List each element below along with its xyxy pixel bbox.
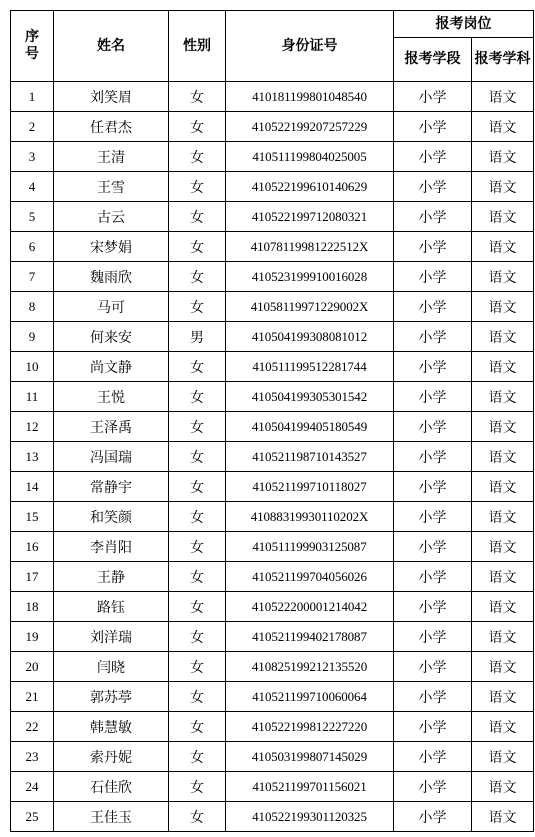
table-row	[11, 322, 534, 352]
cell-stage: 小学	[394, 592, 472, 622]
cell-subject: 语文	[472, 682, 534, 712]
cell-index: 21	[11, 682, 54, 712]
cell-index: 12	[11, 412, 54, 442]
cell-name: 魏雨欣	[54, 262, 169, 292]
cell-subject: 语文	[472, 502, 534, 532]
cell-gender: 女	[169, 82, 226, 112]
table-row	[11, 802, 534, 832]
cell-name: 任君杰	[54, 112, 169, 142]
cell-gender: 女	[169, 382, 226, 412]
cell-name: 闫晓	[54, 652, 169, 682]
cell-gender: 女	[169, 112, 226, 142]
table-row	[11, 622, 534, 652]
cell-index: 13	[11, 442, 54, 472]
cell-name: 王悦	[54, 382, 169, 412]
cell-index: 5	[11, 202, 54, 232]
cell-stage: 小学	[394, 712, 472, 742]
cell-name: 王佳玉	[54, 802, 169, 832]
cell-gender: 女	[169, 592, 226, 622]
cell-id-number: 410522199301120325	[226, 802, 394, 832]
cell-name: 郭苏葶	[54, 682, 169, 712]
cell-gender: 女	[169, 742, 226, 772]
cell-gender: 女	[169, 202, 226, 232]
cell-stage: 小学	[394, 112, 472, 142]
cell-subject: 语文	[472, 352, 534, 382]
cell-stage: 小学	[394, 292, 472, 322]
header-index: 序号	[11, 11, 54, 82]
table-body	[11, 82, 534, 832]
cell-gender: 女	[169, 652, 226, 682]
header-subject: 报考学科	[472, 38, 534, 82]
cell-stage: 小学	[394, 172, 472, 202]
table-row	[11, 712, 534, 742]
cell-stage: 小学	[394, 262, 472, 292]
cell-stage: 小学	[394, 382, 472, 412]
cell-gender: 女	[169, 292, 226, 322]
cell-subject: 语文	[472, 742, 534, 772]
cell-stage: 小学	[394, 142, 472, 172]
cell-name: 何来安	[54, 322, 169, 352]
cell-gender: 女	[169, 712, 226, 742]
cell-name: 索丹妮	[54, 742, 169, 772]
cell-id-number: 410522199610140629	[226, 172, 394, 202]
table-row	[11, 412, 534, 442]
table-header	[11, 11, 534, 82]
cell-index: 10	[11, 352, 54, 382]
cell-gender: 男	[169, 322, 226, 352]
cell-subject: 语文	[472, 772, 534, 802]
cell-subject: 语文	[472, 622, 534, 652]
cell-id-number: 41078119981222512X	[226, 232, 394, 262]
cell-subject: 语文	[472, 292, 534, 322]
cell-gender: 女	[169, 472, 226, 502]
cell-subject: 语文	[472, 232, 534, 262]
table-row	[11, 742, 534, 772]
table-row	[11, 592, 534, 622]
cell-stage: 小学	[394, 532, 472, 562]
cell-id-number: 410522199712080321	[226, 202, 394, 232]
cell-subject: 语文	[472, 442, 534, 472]
cell-id-number: 410521199710118027	[226, 472, 394, 502]
cell-name: 刘笑眉	[54, 82, 169, 112]
table-row	[11, 352, 534, 382]
cell-stage: 小学	[394, 562, 472, 592]
cell-id-number: 410521199710060064	[226, 682, 394, 712]
table-row	[11, 142, 534, 172]
cell-id-number: 410504199305301542	[226, 382, 394, 412]
cell-name: 路钰	[54, 592, 169, 622]
cell-id-number: 41058119971229002X	[226, 292, 394, 322]
cell-gender: 女	[169, 142, 226, 172]
header-name: 姓名	[54, 11, 169, 82]
cell-id-number: 410181199801048540	[226, 82, 394, 112]
cell-id-number: 410523199910016028	[226, 262, 394, 292]
table-row	[11, 652, 534, 682]
cell-subject: 语文	[472, 472, 534, 502]
cell-stage: 小学	[394, 742, 472, 772]
table-row	[11, 442, 534, 472]
cell-index: 3	[11, 142, 54, 172]
cell-stage: 小学	[394, 412, 472, 442]
table-row	[11, 682, 534, 712]
cell-name: 冯国瑞	[54, 442, 169, 472]
cell-stage: 小学	[394, 502, 472, 532]
cell-id-number: 410521199704056026	[226, 562, 394, 592]
cell-id-number: 410511199903125087	[226, 532, 394, 562]
cell-index: 25	[11, 802, 54, 832]
cell-gender: 女	[169, 352, 226, 382]
table-row	[11, 172, 534, 202]
cell-id-number: 410511199512281744	[226, 352, 394, 382]
cell-id-number: 410521198710143527	[226, 442, 394, 472]
cell-subject: 语文	[472, 82, 534, 112]
header-id-number: 身份证号	[226, 11, 394, 82]
cell-gender: 女	[169, 532, 226, 562]
cell-index: 23	[11, 742, 54, 772]
cell-subject: 语文	[472, 322, 534, 352]
cell-subject: 语文	[472, 382, 534, 412]
cell-stage: 小学	[394, 322, 472, 352]
cell-index: 17	[11, 562, 54, 592]
cell-name: 宋梦娟	[54, 232, 169, 262]
cell-name: 石佳欣	[54, 772, 169, 802]
cell-subject: 语文	[472, 202, 534, 232]
cell-name: 王泽禹	[54, 412, 169, 442]
header-gender: 性别	[169, 11, 226, 82]
cell-gender: 女	[169, 442, 226, 472]
cell-id-number: 410503199807145029	[226, 742, 394, 772]
cell-stage: 小学	[394, 232, 472, 262]
cell-name: 刘洋瑞	[54, 622, 169, 652]
cell-index: 14	[11, 472, 54, 502]
cell-id-number: 41088319930110202X	[226, 502, 394, 532]
table-row	[11, 472, 534, 502]
cell-name: 常静宇	[54, 472, 169, 502]
cell-index: 8	[11, 292, 54, 322]
cell-subject: 语文	[472, 592, 534, 622]
cell-name: 尚文静	[54, 352, 169, 382]
cell-id-number: 410511199804025005	[226, 142, 394, 172]
header-stage: 报考学段	[394, 38, 472, 82]
cell-id-number: 410825199212135520	[226, 652, 394, 682]
cell-stage: 小学	[394, 772, 472, 802]
cell-gender: 女	[169, 682, 226, 712]
cell-stage: 小学	[394, 622, 472, 652]
cell-index: 20	[11, 652, 54, 682]
cell-subject: 语文	[472, 532, 534, 562]
cell-index: 2	[11, 112, 54, 142]
cell-stage: 小学	[394, 802, 472, 832]
cell-index: 9	[11, 322, 54, 352]
cell-subject: 语文	[472, 802, 534, 832]
cell-index: 4	[11, 172, 54, 202]
cell-name: 韩慧敏	[54, 712, 169, 742]
cell-subject: 语文	[472, 712, 534, 742]
table-row	[11, 532, 534, 562]
cell-index: 24	[11, 772, 54, 802]
cell-stage: 小学	[394, 352, 472, 382]
roster-table	[10, 10, 534, 832]
table-row	[11, 562, 534, 592]
cell-stage: 小学	[394, 442, 472, 472]
cell-stage: 小学	[394, 82, 472, 112]
cell-gender: 女	[169, 172, 226, 202]
table-row	[11, 112, 534, 142]
cell-index: 15	[11, 502, 54, 532]
cell-stage: 小学	[394, 682, 472, 712]
cell-index: 1	[11, 82, 54, 112]
cell-id-number: 410522199812227220	[226, 712, 394, 742]
cell-subject: 语文	[472, 142, 534, 172]
cell-index: 11	[11, 382, 54, 412]
cell-gender: 女	[169, 262, 226, 292]
cell-subject: 语文	[472, 262, 534, 292]
cell-index: 19	[11, 622, 54, 652]
cell-id-number: 410504199308081012	[226, 322, 394, 352]
cell-index: 7	[11, 262, 54, 292]
cell-subject: 语文	[472, 172, 534, 202]
table-row	[11, 232, 534, 262]
cell-name: 王清	[54, 142, 169, 172]
cell-gender: 女	[169, 232, 226, 262]
cell-gender: 女	[169, 562, 226, 592]
cell-name: 古云	[54, 202, 169, 232]
cell-gender: 女	[169, 412, 226, 442]
cell-name: 马可	[54, 292, 169, 322]
cell-name: 王雪	[54, 172, 169, 202]
cell-subject: 语文	[472, 652, 534, 682]
table-row	[11, 82, 534, 112]
table-row	[11, 262, 534, 292]
cell-gender: 女	[169, 802, 226, 832]
cell-gender: 女	[169, 502, 226, 532]
table-row	[11, 202, 534, 232]
table-row	[11, 502, 534, 532]
cell-id-number: 410504199405180549	[226, 412, 394, 442]
cell-id-number: 410522199207257229	[226, 112, 394, 142]
cell-index: 18	[11, 592, 54, 622]
cell-stage: 小学	[394, 652, 472, 682]
cell-id-number: 410522200001214042	[226, 592, 394, 622]
table-row	[11, 292, 534, 322]
cell-id-number: 410521199402178087	[226, 622, 394, 652]
cell-subject: 语文	[472, 562, 534, 592]
cell-name: 王静	[54, 562, 169, 592]
cell-gender: 女	[169, 622, 226, 652]
cell-id-number: 410521199701156021	[226, 772, 394, 802]
cell-stage: 小学	[394, 202, 472, 232]
table-row	[11, 772, 534, 802]
cell-gender: 女	[169, 772, 226, 802]
cell-name: 和笑颜	[54, 502, 169, 532]
cell-index: 6	[11, 232, 54, 262]
cell-subject: 语文	[472, 112, 534, 142]
cell-stage: 小学	[394, 472, 472, 502]
table-row	[11, 382, 534, 412]
header-position-group: 报考岗位	[394, 11, 534, 38]
cell-name: 李肖阳	[54, 532, 169, 562]
cell-subject: 语文	[472, 412, 534, 442]
cell-index: 22	[11, 712, 54, 742]
cell-index: 16	[11, 532, 54, 562]
